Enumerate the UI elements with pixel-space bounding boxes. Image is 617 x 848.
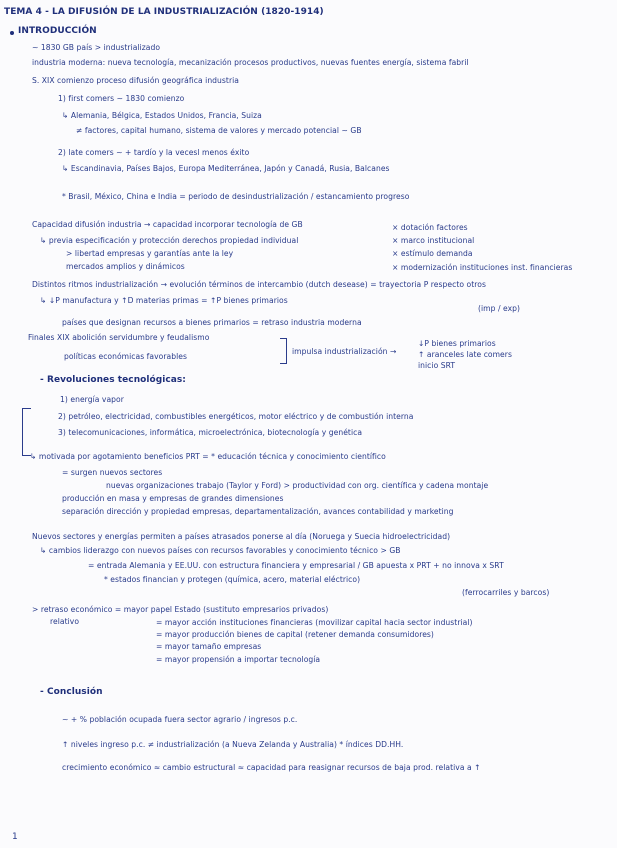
new-sectors-item: * estados financian y protegen (química, acero, material eléctrico) bbox=[104, 575, 361, 584]
finales-effect: ↑ aranceles late comers bbox=[418, 350, 512, 359]
backwardness-item: = mayor acción instituciones financieras (movilizar capital hacia sector industrial) bbox=[156, 618, 473, 627]
new-sectors-line: Nuevos sectores y energías permiten a países atrasados ponerse al día (Noruega y Suecia hidroelectricidad) bbox=[32, 532, 451, 541]
page-number: 1 bbox=[12, 832, 18, 842]
late-comers-arrow-line: ↳ Escandinavia, Países Bajos, Europa Mediterránea, Japón y Canadá, Rusia, Balcanes bbox=[62, 164, 390, 173]
finales-line: Finales XIX abolición servidumbre y feudalismo bbox=[28, 333, 210, 342]
rhythms-arrow-line: ↳ ↓P manufactura y ↑D materias primas = ↑P bienes primarios bbox=[40, 296, 288, 305]
backwardness-item: = mayor producción bienes de capital (retener demanda consumidores) bbox=[156, 630, 434, 639]
first-comers-line: 1) first comers ~ 1830 comienzo bbox=[58, 94, 185, 103]
new-sectors-note: (ferrocarriles y barcos) bbox=[462, 588, 550, 597]
intro-line: industria moderna: nueva tecnología, mecanización procesos productivos, nuevas fuentes energía, sistema fabril bbox=[32, 58, 469, 67]
bullet-dot bbox=[10, 31, 14, 35]
new-sectors-arrow-line: ↳ cambios liderazgo con nuevos países con recursos favorables y conocimiento técnico > GB bbox=[40, 546, 401, 555]
capacity-item: mercados amplios y dinámicos bbox=[66, 262, 185, 271]
sectors-line: separación dirección y propiedad empresas, departamentalización, avances contabilidad y marketing bbox=[62, 507, 454, 516]
conclusion-heading: - Conclusión bbox=[40, 687, 103, 697]
motivation-line: ↳ motivada por agotamiento beneficios PRT = * educación técnica y conocimiento científico bbox=[30, 452, 386, 461]
backwardness-label: relativo bbox=[50, 617, 80, 626]
right-brace bbox=[280, 338, 287, 364]
intro-heading: INTRODUCCIÓN bbox=[18, 26, 97, 36]
sectors-line: = surgen nuevos sectores bbox=[62, 468, 163, 477]
first-comers-arrow-line: ↳ Alemania, Bélgica, Estados Unidos, Francia, Suiza bbox=[62, 111, 262, 120]
capacity-arrow-line: ↳ previa especificación y protección derechos propiedad individual bbox=[40, 236, 299, 245]
capacity-right-item: × marco institucional bbox=[392, 236, 475, 245]
rhythms-item: países que designan recursos a bienes primarios = retraso industria moderna bbox=[62, 318, 362, 327]
capacity-item: previa especificación y protección derechos propiedad individual bbox=[48, 236, 299, 245]
rhythms-item: ↓P manufactura y ↑D materias primas = ↑P bienes primarios bbox=[48, 296, 288, 305]
capacity-item: > libertad empresas y garantías ante la ley bbox=[66, 249, 234, 258]
conclusion-line: ~ + % población ocupada fuera sector agrario / ingresos p.c. bbox=[62, 715, 298, 724]
capacity-right-item: × dotación factores bbox=[392, 223, 468, 232]
revolution-item: 3) telecomunicaciones, informática, microelectrónica, biotecnología y genética bbox=[58, 428, 363, 437]
rhythms-line: Distintos ritmos industrialización → evolución términos de intercambio (dutch desease) = trayectoria P respecto otros bbox=[32, 280, 486, 289]
backwardness-item: = mayor tamaño empresas bbox=[156, 642, 262, 651]
motivation-text: motivada por agotamiento beneficios PRT = * educación técnica y conocimiento científico bbox=[38, 452, 386, 461]
late-comers-countries: Escandinavia, Países Bajos, Europa Mediterránea, Japón y Canadá, Rusia, Balcanes bbox=[70, 164, 390, 173]
sectors-line: nuevas organizaciones trabajo (Taylor y Ford) > productividad con org. científica y cadena montaje bbox=[106, 481, 489, 490]
intro-line: S. XIX comienzo proceso difusión geográfica industria bbox=[32, 76, 239, 85]
brasil-line: * Brasil, México, China e India = periodo de desindustrialización / estancamiento progreso bbox=[62, 192, 410, 201]
capacity-line: Capacidad difusión industria → capacidad incorporar tecnología de GB bbox=[32, 220, 303, 229]
first-comers-factors: ≠ factores, capital humano, sistema de valores y mercado potencial ~ GB bbox=[76, 126, 362, 135]
new-sectors-item: = entrada Alemania y EE.UU. con estructura financiera y empresarial / GB apuesta x PRT + no innova x SRT bbox=[88, 561, 504, 570]
finales-line: políticas económicas favorables bbox=[64, 352, 187, 361]
finales-effect: inicio SRT bbox=[418, 361, 456, 370]
finales-effect: ↓P bienes primarios bbox=[418, 339, 496, 348]
capacity-right-item: × estímulo demanda bbox=[392, 249, 473, 258]
page-title: TEMA 4 - LA DIFUSIÓN DE LA INDUSTRIALIZACIÓN (1820-1914) bbox=[4, 7, 324, 17]
late-comers-line: 2) late comers ~ + tardío y la vecesl menos éxito bbox=[58, 148, 250, 157]
intro-line: ~ 1830 GB país > industrializado bbox=[32, 43, 161, 52]
rhythms-ratio: (imp / exp) bbox=[478, 304, 521, 313]
conclusion-line: crecimiento económico ≈ cambio estructural ≈ capacidad para reasignar recursos de baja prod. relativa a ↑ bbox=[62, 763, 481, 772]
conclusion-line: ↑ niveles ingreso p.c. ≠ industrialización (a Nueva Zelanda y Australia) * índices DD.HH. bbox=[62, 740, 404, 749]
revolution-item: 2) petróleo, electricidad, combustibles energéticos, motor eléctrico y de combustión interna bbox=[58, 412, 414, 421]
new-sectors-item: cambios liderazgo con nuevos países con recursos favorables y conocimiento técnico > GB bbox=[48, 546, 401, 555]
left-bracket bbox=[22, 408, 31, 456]
first-comers-countries: Alemania, Bélgica, Estados Unidos, Francia, Suiza bbox=[70, 111, 262, 120]
revolutions-heading: - Revoluciones tecnológicas: bbox=[40, 375, 186, 385]
sectors-line: producción en masa y empresas de grandes dimensiones bbox=[62, 494, 284, 503]
backwardness-item: = mayor propensión a importar tecnología bbox=[156, 655, 321, 664]
revolution-item: 1) energía vapor bbox=[60, 395, 124, 404]
backwardness-line: > retraso económico = mayor papel Estado (sustituto empresarios privados) bbox=[32, 605, 329, 614]
finales-result: impulsa industrialización → bbox=[292, 347, 397, 356]
capacity-right-item: × modernización instituciones inst. financieras bbox=[392, 263, 573, 272]
